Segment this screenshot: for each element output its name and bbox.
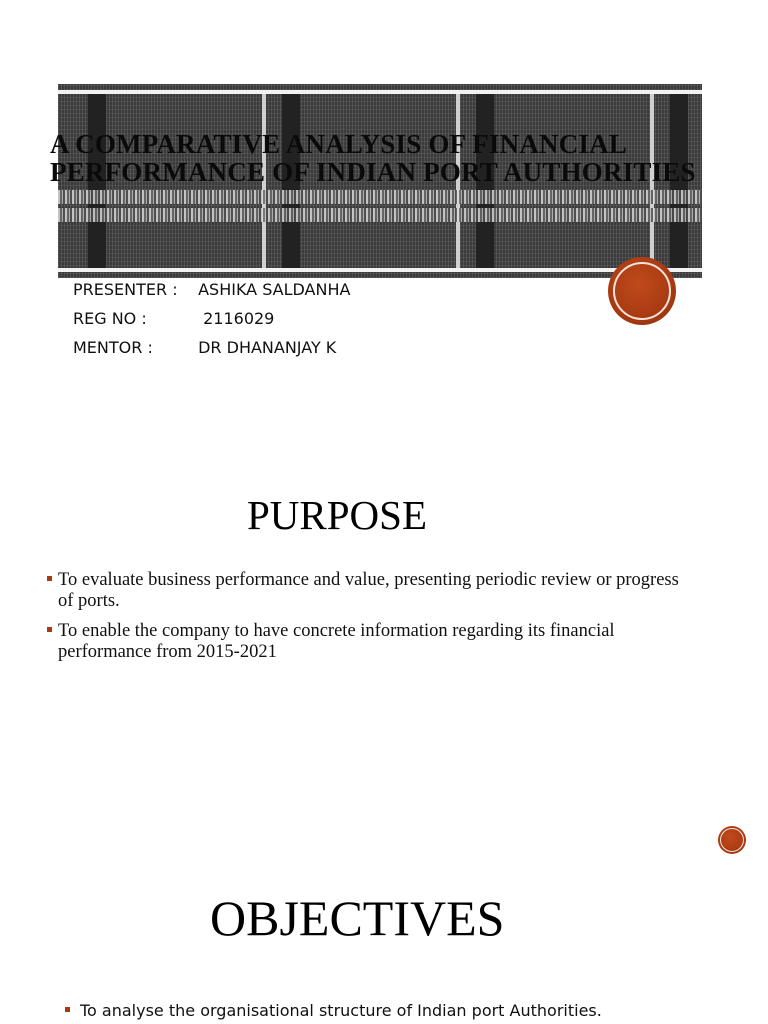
banner-bottom-rule <box>58 268 702 272</box>
mentor-value: DR DHANANJAY K <box>198 338 337 357</box>
title-line-1: A COMPARATIVE ANALYSIS OF FINANCIAL <box>50 129 628 159</box>
presentation-title <box>50 130 710 186</box>
title-line-2: PERFORMANCE OF INDIAN PORT AUTHORITIES <box>50 157 696 187</box>
banner-band <box>58 190 702 204</box>
square-bullet-icon <box>47 576 52 581</box>
square-bullet-icon <box>65 1007 70 1012</box>
reg-no-label: REG NO : <box>73 309 147 328</box>
purpose-bullet-2 <box>58 621 698 663</box>
purpose-bullet-1 <box>58 570 698 612</box>
reg-no-row <box>73 309 274 329</box>
objectives-heading: OBJECTIVES <box>210 890 505 946</box>
mentor-label: MENTOR : <box>73 338 153 357</box>
square-bullet-icon <box>47 627 52 632</box>
presenter-value: ASHIKA SALDANHA <box>198 280 351 299</box>
purpose-heading: PURPOSE <box>247 492 428 538</box>
presenter-row <box>73 280 350 300</box>
decorative-circle-icon <box>608 257 676 325</box>
reg-no-value: 2116029 <box>203 309 275 328</box>
banner-top-rule <box>58 90 702 94</box>
purpose-bullet-1-text: To evaluate business performance and value, presenting periodic review or progress of ports. <box>58 570 679 611</box>
banner-band <box>58 208 702 222</box>
presenter-label: PRESENTER : <box>73 280 178 299</box>
objectives-bullet-1 <box>80 1001 720 1021</box>
objectives-bullet-1-text: To analyse the organisational structure of Indian port Authorities. <box>80 1001 602 1020</box>
purpose-bullet-2-text: To enable the company to have concrete information regarding its financial performance from 2015-2021 <box>58 621 615 662</box>
decorative-circle-icon <box>718 826 746 854</box>
mentor-row <box>73 338 336 358</box>
